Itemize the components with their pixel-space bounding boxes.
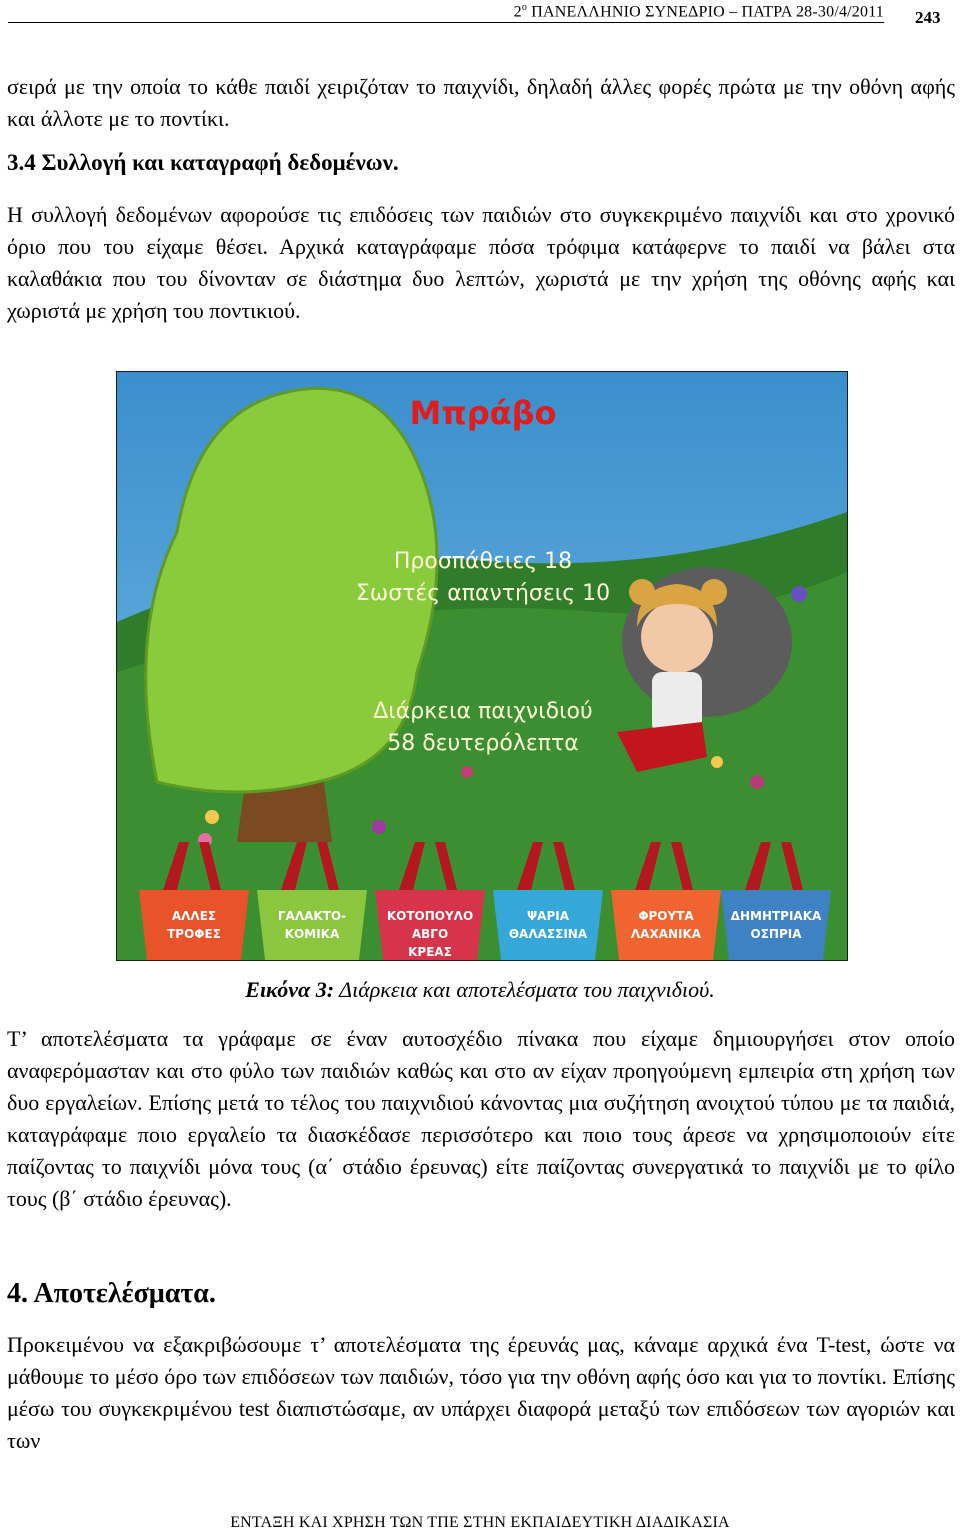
header-rule (8, 22, 884, 23)
basket-label-line1: ΓΑΛΑΚΤΟ- (277, 909, 347, 923)
flower (461, 766, 473, 778)
basket-label-line2: ΚΟΜΙΚΑ (284, 927, 340, 941)
correct-answers-text: Σωστές απαντήσεις 10 (355, 581, 611, 606)
basket-label-line2: ΤΡΟΦΕΣ (167, 927, 221, 941)
section-heading-3-4: 3.4 Συλλογή και καταγραφή δεδομένων. (7, 150, 399, 175)
duration-label-text: Διάρκεια παιχνιδιού (373, 699, 593, 724)
figure-game-screenshot (116, 371, 848, 961)
conference-name: ΠΑΝΕΛΛΗΝΙΟ ΣΥΝΕΔΡΙΟ – ΠΑΤΡΑ 28-30/4/2011 (527, 3, 884, 21)
basket-body (139, 890, 249, 960)
basket-body (493, 890, 603, 960)
game-title: Μπράβο (409, 394, 557, 432)
flower (205, 810, 219, 824)
paragraph-intro: σειρά με την οποία το κάθε παιδί χειριζόταν το παιχνίδι, δηλαδή άλλες φορές πρώτα με την οθόνη αφής και άλλοτε με το ποντίκι. (7, 74, 955, 131)
basket-body (257, 890, 367, 960)
section-heading-4: 4. Αποτελέσματα. (7, 1278, 216, 1309)
basket-body (721, 890, 831, 960)
girl-hair-bun-right (701, 579, 727, 605)
basket-label-line1: ΔΗΜΗΤΡΙΑΚΑ (730, 909, 822, 923)
paragraph-data-collection: Η συλλογή δεδομένων αφορούσε τις επιδόσεις των παιδιών στο συγκεκριμένο παιχνίδι και στο χρονικό όριο που του είχαμε θέσει. Αρχικά καταγράφαμε πόσα τρόφιμα κατάφερνε το παιδί να βάλει στα καλαθάκια που του δίνονταν σε διάστημα δυο λεπτών, χωριστά με την χρήση της οθόνης αφής και χωριστά με χρήση του ποντικιού. (7, 202, 955, 323)
basket-body (611, 890, 721, 960)
flower (750, 775, 764, 789)
running-header (8, 1, 884, 23)
duration-value-text: 58 δευτερόλεπτα (387, 731, 579, 756)
attempts-text: Προσπάθειες 18 (393, 549, 573, 574)
conference-number: 2 (513, 3, 522, 21)
basket-label-line1: ΨΑΡΙΑ (526, 909, 570, 923)
running-footer: ΕΝΤΑΞΗ ΚΑΙ ΧΡΗΣΗ ΤΩΝ ΤΠΕ ΣΤΗΝ ΕΚΠΑΙΔΕΥΤΙΚΗ ΔΙΑΔΙΚΑΣΙΑ (230, 1514, 730, 1531)
basket-label-line2: ΟΣΠΡΙΑ (750, 927, 802, 941)
basket-label-line1: ΑΛΛΕΣ (171, 909, 217, 923)
page-number: 243 (915, 8, 941, 27)
flower (711, 756, 723, 768)
caption-label: Εικόνα 3: (245, 977, 335, 1002)
basket-label-line2: ΑΒΓΟ (411, 927, 449, 941)
basket-label-line3: ΚΡΕΑΣ (408, 945, 452, 959)
girl-hair-bun-left (629, 579, 655, 605)
conference-ordinal: ο (521, 2, 528, 13)
paragraph-results-recording: Τ’ αποτελέσματα τα γράφαμε σε έναν αυτοσχέδιο πίνακα που είχαμε δημιουργήσει στον οποίο αναφερόμασταν και στο φύλο των παιδιών καθώς και στο αν είχαν προηγούμενη εμπειρία στη χρήση των δυο εργαλείων. Επίσης μετά το τέλος του παιχνιδιού κάνοντας μια συζήτηση ανοιχτού τύπου με τα παιδιά, καταγράφαμε ποιο εργαλείο τα διασκέδασε περισσότερο και ποιο τους άρεσε να χρησιμοποιούν είτε παίζοντας το παιχνίδι μόνα τους (α΄ στάδιο έρευνας) είτε παίζοντας συνεργατικά το παιχνίδι με το φίλο τους (β΄ στάδιο έρευνας). (7, 1026, 955, 1211)
basket-label-line2: ΘΑΛΑΣΣΙΝΑ (508, 927, 588, 941)
basket-label-line1: ΚΟΤΟΠΟΥΛΟ (386, 909, 474, 923)
flower (372, 820, 386, 834)
basket-label-line1: ΦΡΟΥΤΑ (638, 909, 694, 923)
game-scene (117, 372, 847, 960)
figure-caption (0, 977, 960, 1003)
flower (791, 586, 807, 602)
basket-label-line2: ΛΑΧΑΝΙΚΑ (630, 927, 702, 941)
girl-face (641, 601, 713, 673)
conference-title (514, 2, 884, 21)
caption-text: Διάρκεια και αποτελέσματα του παιχνιδιού. (334, 977, 715, 1002)
paragraph-results: Προκειμένου να εξακριβώσουμε τ’ αποτελέσματα της έρευνάς μας, κάναμε αρχικά ένα T-test, ώστε να μάθουμε το μέσο όρο των επιδόσεων των παιδιών, τόσο για την οθόνη αφής όσο και για το ποντίκι. Επίσης μέσω του συγκεκριμένου test διαπιστώσαμε, αν υπάρχει διαφορά μεταξύ των επιδόσεων των αγοριών και των (7, 1332, 955, 1453)
